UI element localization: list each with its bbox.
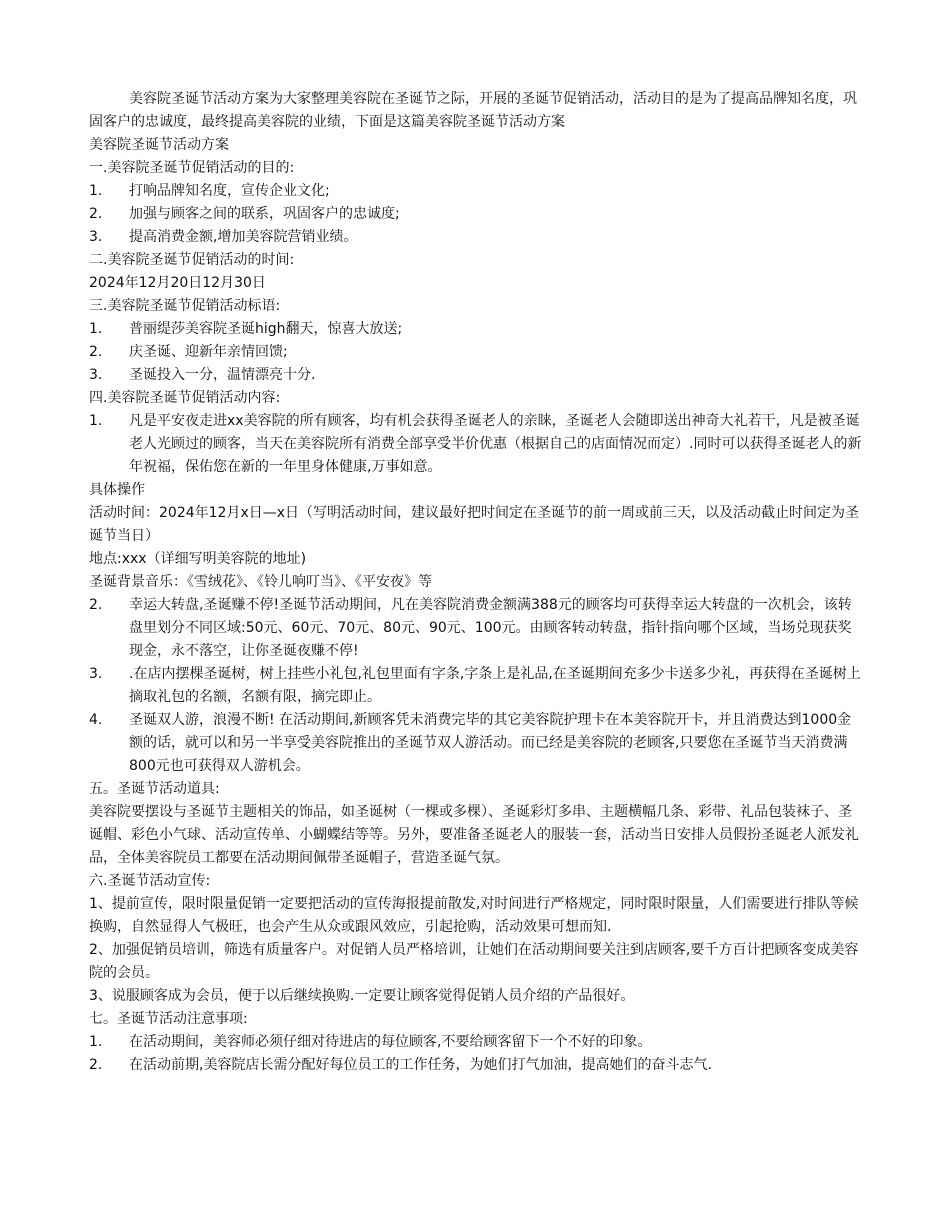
list-item bbox=[89, 663, 862, 709]
promotion-paragraph-2: 2、加强促销员培训，筛选有质量客户。对促销人员严格培训，让她们在活动期间要关注到店顾客,要千方百计把顾客变成美容院的会员。 bbox=[89, 942, 859, 981]
list-text: 圣诞双人游，浪漫不断! 在活动期间,新顾客凭未消费完毕的其它美容院护理卡在本美容院开卡，并且消费达到1000金额的话，就可以和另一半享受美容院推出的圣诞节双人游活动。而已经是美容院的老顾客,只要您在圣诞节当天消费满800元也可获得双人游机会。 bbox=[129, 712, 852, 774]
list-number: 3. bbox=[89, 229, 103, 245]
operation-music: 圣诞背景音乐：《雪绒花》、《铃儿响叮当》、《平安夜》等 bbox=[89, 574, 432, 590]
props-paragraph: 美容院要摆设与圣诞节主题相关的饰品，如圣诞树（一棵或多棵）、圣诞彩灯多串、主题横幅几条、彩带、礼品包装袜子、圣诞帽、彩色小气球、活动宣传单、小蝴蝶结等等。另外，要准备圣诞老人的服装一套，活动当日安排人员假扮圣诞老人派发礼品，全体美容院员工都要在活动期间佩带圣诞帽子，营造圣诞气氛。 bbox=[89, 804, 859, 866]
list-item bbox=[89, 318, 862, 341]
list-text: 打响品牌知名度，宣传企业文化; bbox=[129, 183, 330, 199]
list-item bbox=[89, 341, 862, 364]
list-text: 在活动前期,美容院店长需分配好每位员工的工作任务，为她们打气加油，提高她们的奋斗志气. bbox=[129, 1057, 712, 1073]
list-number: 2. bbox=[89, 597, 103, 613]
list-text: 普丽缇莎美容院圣诞high翻天，惊喜大放送; bbox=[129, 321, 403, 337]
list-item bbox=[89, 364, 862, 387]
section-7-heading: 七。圣诞节活动注意事项: bbox=[89, 1011, 248, 1027]
list-item bbox=[89, 180, 862, 203]
list-text: 幸运大转盘,圣诞赚不停!圣诞节活动期间，凡在美容院消费金额满388元的顾客均可获得幸运大转盘的一次机会，该转盘里划分不同区域:50元、60元、70元、80元、90元、100元。由顾客转动转盘，指针指向哪个区域，当场兑现获奖现金，永不落空，让你圣诞夜赚不停! bbox=[129, 597, 852, 659]
intro-paragraph: 美容院圣诞节活动方案为大家整理美容院在圣诞节之际，开展的圣诞节促销活动，活动目的是为了提高品牌知名度，巩固客户的忠诚度，最终提高美容院的业绩，下面是这篇美容院圣诞节活动方案 bbox=[89, 91, 857, 130]
list-text: 庆圣诞、迎新年亲情回馈; bbox=[129, 344, 288, 360]
list-number: 1. bbox=[89, 183, 103, 199]
document-title: 美容院圣诞节活动方案 bbox=[89, 137, 229, 153]
section-3-heading: 三.美容院圣诞节促销活动标语: bbox=[89, 298, 281, 314]
operation-place: 地点:xxx（详细写明美容院的地址) bbox=[89, 551, 307, 567]
section-6-heading: 六.圣诞节活动宣传: bbox=[89, 873, 211, 889]
list-number: 2. bbox=[89, 206, 103, 222]
list-number: 1. bbox=[89, 413, 103, 429]
list-number: 3. bbox=[89, 666, 103, 682]
promotion-paragraph-1: 1、提前宣传，限时限量促销一定要把活动的宣传海报提前散发,对时间进行严格规定，同时限时限量，人们需要进行排队等候换购，自然显得人气极旺，也会产生从众或跟风效应，引起抢购，活动效果可想而知. bbox=[89, 896, 859, 935]
list-item bbox=[89, 594, 862, 663]
list-number: 1. bbox=[89, 321, 103, 337]
list-item bbox=[89, 709, 862, 778]
promotion-paragraph-3: 3、说服顾客成为会员，便于以后继续换购.一定要让顾客觉得促销人员介绍的产品很好。 bbox=[89, 988, 635, 1004]
list-item bbox=[89, 203, 862, 226]
list-item bbox=[89, 226, 862, 249]
list-number: 3. bbox=[89, 367, 103, 383]
list-item bbox=[89, 410, 862, 479]
list-text: 凡是平安夜走进xx美容院的所有顾客，均有机会获得圣诞老人的亲睐，圣诞老人会随即送出神奇大礼若干，凡是被圣诞老人光顾过的顾客，当天在美容院所有消费全部享受半价优惠（根据自己的店面情况而定）.同时可以获得圣诞老人的新年祝福，保佑您在新的一年里身体健康,万事如意。 bbox=[129, 413, 862, 475]
list-number: 2. bbox=[89, 1057, 103, 1073]
list-number: 4. bbox=[89, 712, 103, 728]
list-item bbox=[89, 1031, 862, 1054]
section-4-heading: 四.美容院圣诞节促销活动内容: bbox=[89, 390, 281, 406]
list-number: 1. bbox=[89, 1034, 103, 1050]
section-1-heading: 一.美容院圣诞节促销活动的目的: bbox=[89, 160, 295, 176]
list-text: 圣诞投入一分，温情漂亮十分. bbox=[129, 367, 316, 383]
list-number: 2. bbox=[89, 344, 103, 360]
activity-date: 2024年12月20日12月30日 bbox=[89, 275, 266, 291]
list-text: 提高消费金额,增加美容院营销业绩。 bbox=[129, 229, 358, 245]
operation-time: 活动时间：2024年12月x日—x日（写明活动时间，建议最好把时间定在圣诞节的前一周或前三天，以及活动截止时间定为圣诞节当日） bbox=[89, 505, 860, 544]
operation-heading: 具体操作 bbox=[89, 482, 145, 498]
list-item bbox=[89, 1054, 862, 1077]
list-text: 加强与顾客之间的联系，巩固客户的忠诚度; bbox=[129, 206, 400, 222]
list-text: 在活动期间，美容师必须仔细对待进店的每位顾客,不要给顾客留下一个不好的印象。 bbox=[129, 1034, 652, 1050]
list-text: .在店内摆棵圣诞树，树上挂些小礼包,礼包里面有字条,字条上是礼品,在圣诞期间充多少卡送多少礼，再获得在圣诞树上摘取礼包的名额，名额有限，摘完即止。 bbox=[129, 666, 861, 705]
section-5-heading: 五。圣诞节活动道具: bbox=[89, 781, 220, 797]
section-2-heading: 二.美容院圣诞节促销活动的时间: bbox=[89, 252, 295, 268]
